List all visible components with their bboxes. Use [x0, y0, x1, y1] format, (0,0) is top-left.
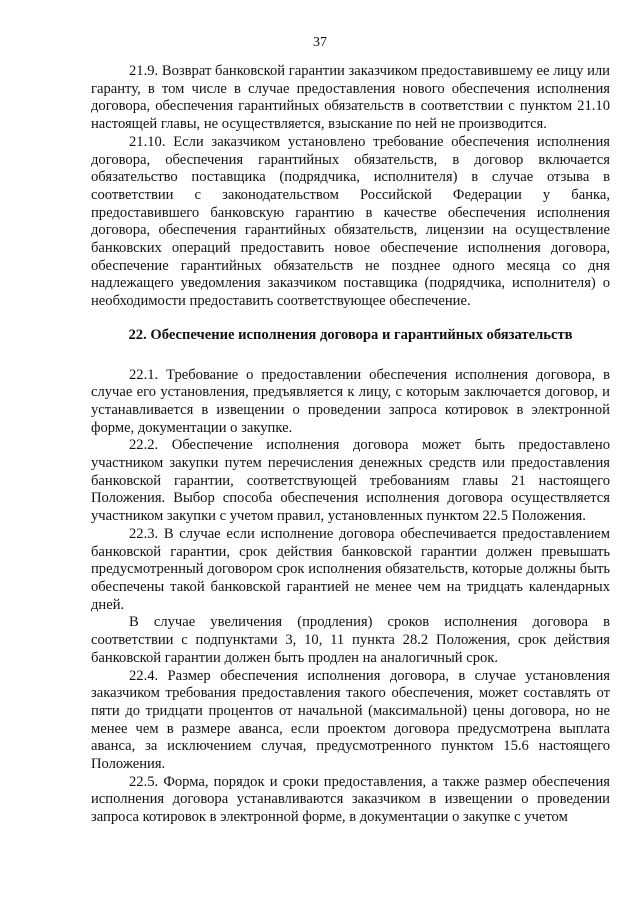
paragraph-22-3-extension: В случае увеличения (продления) сроков исполнения договора в соответствии с подпунктами 3, 10, 11 пункта 28.2 Положения, срок действия банковской гарантии должен быть продлен на аналогичный срок.: [91, 614, 610, 666]
section-heading: 22. Обеспечение исполнения договора и гарантийных обязательств: [128, 326, 573, 343]
page-number: 37: [313, 35, 327, 50]
paragraph-22-2: 22.2. Обеспечение исполнения договора может быть предоставлено участником закупки путем перечисления денежных средств или предоставления банковской гарантии, соответствующей требованиям главы 21 настоящего Положения. Выбор способа обеспечения исполнения договора осуществляется участником закупки с учетом правил, установленных пунктом 22.5 Положения.: [91, 437, 610, 525]
paragraph-22-3: 22.3. В случае если исполнение договора обеспечивается предоставлением банковской гарантии, срок действия банковской гарантии должен превышать предусмотренный договором срок исполнения обязательств, которые должны быть обеспечены такой банковской гарантией не менее чем на тридцать календарных дней.: [91, 525, 610, 613]
paragraph-22-5: 22.5. Форма, порядок и сроки предоставления, а также размер обеспечения исполнения договора устанавливаются заказчиком в извещении о проведении запроса котировок в электронной форме, в документации о закупке с учетом: [91, 773, 610, 826]
document-body: [91, 63, 610, 827]
paragraph-21-10: 21.10. Если заказчиком установлено требование обеспечения исполнения договора, обеспечения гарантийных обязательств, в договор включается обязательство поставщика (подрядчика, исполнителя) в случае отзыва в соответствии с законодательством Российской Федерации у банка, предоставившего банковскую гарантию в качестве обеспечения исполнения договора, обеспечения гарантийных обязательств, лицензии на осуществление банковских операций предоставить новое обеспечение исполнения договора, обеспечение гарантийных обязательств не позднее одного месяца со дня надлежащего уведомления заказчиком поставщика (подрядчика, исполнителя) о необходимости предоставить соответствующее обеспечение.: [91, 133, 610, 310]
paragraph-22-4: 22.4. Размер обеспечения исполнения договора, в случае установления заказчиком требования предоставления такого обеспечения, может составлять от пяти до тридцати процентов от начальной (максимальной) цены договора, но не менее чем в размере аванса, если проектом договора предусмотрена выплата аванса, за исключением случая, предусмотренного пунктом 15.6 настоящего Положения.: [91, 667, 610, 773]
paragraph-22-1: 22.1. Требование о предоставлении обеспечения исполнения договора, в случае его установления, предъявляется к лицу, с которым заключается договор, и устанавливается в извещении о проведении запроса котировок в электронной форме, документации о закупке.: [91, 366, 610, 436]
paragraph-21-9: 21.9. Возврат банковской гарантии заказчиком предоставившему ее лицу или гаранту, в том числе в случае предоставления нового обеспечения исполнения договора, обеспечения гарантийных обязательств в соответствии с пунктом 21.10 настоящей главы, не осуществляется, взыскание по ней не производится.: [91, 63, 610, 133]
